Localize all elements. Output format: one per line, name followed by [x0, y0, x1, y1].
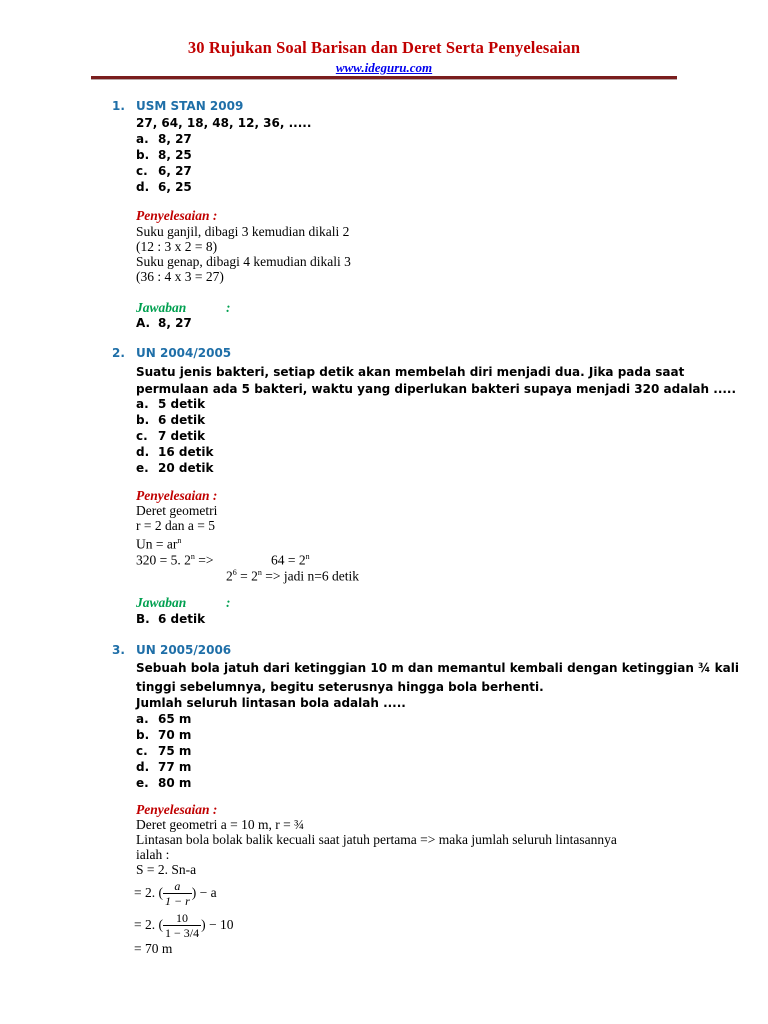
document-header [0, 38, 768, 76]
equation-left: 320 = 5. 2 [136, 552, 191, 568]
question-number: 3. [112, 643, 125, 657]
option-letter: b. [136, 413, 150, 427]
option-text: 5 detik [158, 397, 206, 411]
denominator: 1 − 3/4 [164, 926, 200, 941]
answer-text: 8, 27 [158, 316, 192, 330]
option-text: 16 detik [158, 445, 214, 459]
equation-right-text: 64 = 2 [271, 552, 306, 568]
formula-base: Un = ar [136, 536, 178, 552]
equation-step-2 [134, 910, 233, 940]
option-e [136, 775, 191, 791]
option-letter: a. [136, 397, 149, 411]
option-b [136, 727, 191, 743]
option-text: 70 m [158, 728, 192, 742]
option-e [136, 460, 213, 476]
equation-prefix: = 2. ( [134, 885, 163, 900]
question-2-text-line: Suatu jenis bakteri, setiap detik akan membelah diri menjadi dua. Jika pada saat [136, 365, 685, 379]
option-text: 7 detik [158, 429, 206, 443]
answer [136, 611, 205, 627]
equation-exponent: n [190, 552, 195, 561]
option-c [136, 743, 191, 759]
answer-label [136, 595, 231, 611]
solution-line: (12 : 3 x 2 = 8) [136, 239, 218, 254]
option-letter: a. [136, 132, 149, 146]
option-text: 8, 25 [158, 148, 192, 162]
option-text: 6, 27 [158, 164, 192, 178]
question-source: UN 2004/2005 [136, 346, 232, 360]
option-b [136, 147, 192, 163]
equation-suffix: ) − 10 [201, 917, 234, 932]
question-2-heading [112, 346, 231, 360]
answer-letter: B. [136, 612, 150, 626]
option-d [136, 179, 192, 195]
question-number: 2. [112, 346, 125, 360]
solution-label: Penyelesaian : [136, 208, 218, 223]
solution-line: Lintasan bola bolak balik kecuali saat jatuh pertama => maka jumlah seluruh lintasannya [136, 832, 617, 847]
option-a [136, 131, 192, 147]
question-2-text-line: permulaan ada 5 bakteri, waktu yang diperlukan bakteri supaya menjadi 320 adalah ..... [136, 382, 737, 396]
equation-result: = 70 m [134, 941, 173, 956]
solution-line [136, 549, 310, 569]
answer [136, 315, 192, 331]
fraction [163, 879, 192, 908]
answer-label [136, 300, 231, 316]
option-text: 6, 25 [158, 180, 192, 194]
option-d [136, 759, 191, 775]
solution-line [226, 565, 359, 585]
question-source: USM STAN 2009 [136, 99, 244, 113]
fraction [163, 911, 201, 940]
equation-right-exponent: n [305, 552, 310, 561]
power-base: 2 [226, 568, 233, 584]
implies-arrow: => [194, 552, 214, 568]
header-divider [91, 76, 677, 80]
power-exponent: 6 [232, 568, 237, 577]
option-text: 77 m [158, 760, 192, 774]
option-letter: c. [136, 164, 148, 178]
option-letter: e. [136, 461, 149, 475]
question-3-text-line: Jumlah seluruh lintasan bola adalah ..... [136, 696, 406, 710]
solution-line: (36 : 4 x 3 = 27) [136, 269, 224, 284]
question-number: 1. [112, 99, 125, 113]
numerator: 10 [163, 911, 201, 926]
option-letter: a. [136, 712, 149, 726]
option-letter: c. [136, 744, 148, 758]
question-1-text: 27, 64, 18, 48, 12, 36, ..... [136, 116, 312, 130]
equation-prefix: = 2. ( [134, 917, 163, 932]
question-3-text-line: Sebuah bola jatuh dari ketinggian 10 m dan memantul kembali dengan ketinggian ¾ kali [136, 661, 739, 675]
conclusion: => jadi n=6 detik [261, 568, 359, 584]
answer-label-text: Jawaban [136, 300, 187, 315]
option-a [136, 711, 191, 727]
numerator: a [163, 879, 192, 894]
power-exponent-n: n [257, 568, 262, 577]
option-letter: b. [136, 728, 150, 742]
solution-line: Suku genap, dibagi 4 kemudian dikali 3 [136, 254, 351, 269]
answer-label-text: Jawaban [136, 595, 187, 610]
option-letter: e. [136, 776, 149, 790]
power-equals: = 2 [236, 568, 258, 584]
solution-line: r = 2 dan a = 5 [136, 518, 215, 533]
denominator: 1 − r [164, 894, 190, 909]
option-b [136, 412, 205, 428]
option-letter: d. [136, 760, 150, 774]
option-a [136, 396, 205, 412]
answer-letter: A. [136, 316, 151, 330]
solution-line: Suku ganjil, dibagi 3 kemudian dikali 2 [136, 224, 350, 239]
formula-exponent: n [177, 536, 182, 545]
option-c [136, 163, 192, 179]
answer-colon: : [226, 595, 231, 610]
question-3-text-line: tinggi sebelumnya, begitu seterusnya hingga bola berhenti. [136, 680, 544, 694]
option-letter: b. [136, 148, 150, 162]
solution-line: S = 2. Sn-a [136, 862, 197, 877]
document-title: 30 Rujukan Soal Barisan dan Deret Serta Penyelesaian [187, 38, 581, 57]
answer-colon: : [226, 300, 231, 315]
option-text: 80 m [158, 776, 192, 790]
solution-line: ialah : [136, 847, 170, 862]
solution-line: Deret geometri a = 10 m, r = ¾ [136, 817, 305, 832]
question-source: UN 2005/2006 [136, 643, 232, 657]
option-letter: c. [136, 429, 148, 443]
option-letter: d. [136, 180, 150, 194]
option-text: 8, 27 [158, 132, 192, 146]
option-text: 65 m [158, 712, 192, 726]
question-3-heading [112, 643, 231, 657]
question-1-heading [112, 99, 243, 113]
equation-suffix: ) − a [191, 885, 217, 900]
answer-text: 6 detik [158, 612, 206, 626]
option-letter: d. [136, 445, 150, 459]
option-text: 6 detik [158, 413, 206, 427]
option-text: 20 detik [158, 461, 214, 475]
solution-line: Deret geometri [136, 503, 218, 518]
option-text: 75 m [158, 744, 192, 758]
option-d [136, 444, 213, 460]
equation-step-1 [134, 878, 217, 908]
option-c [136, 428, 205, 444]
solution-label: Penyelesaian : [136, 488, 218, 503]
solution-label: Penyelesaian : [136, 802, 218, 817]
site-link[interactable]: www.ideguru.com [335, 60, 433, 75]
